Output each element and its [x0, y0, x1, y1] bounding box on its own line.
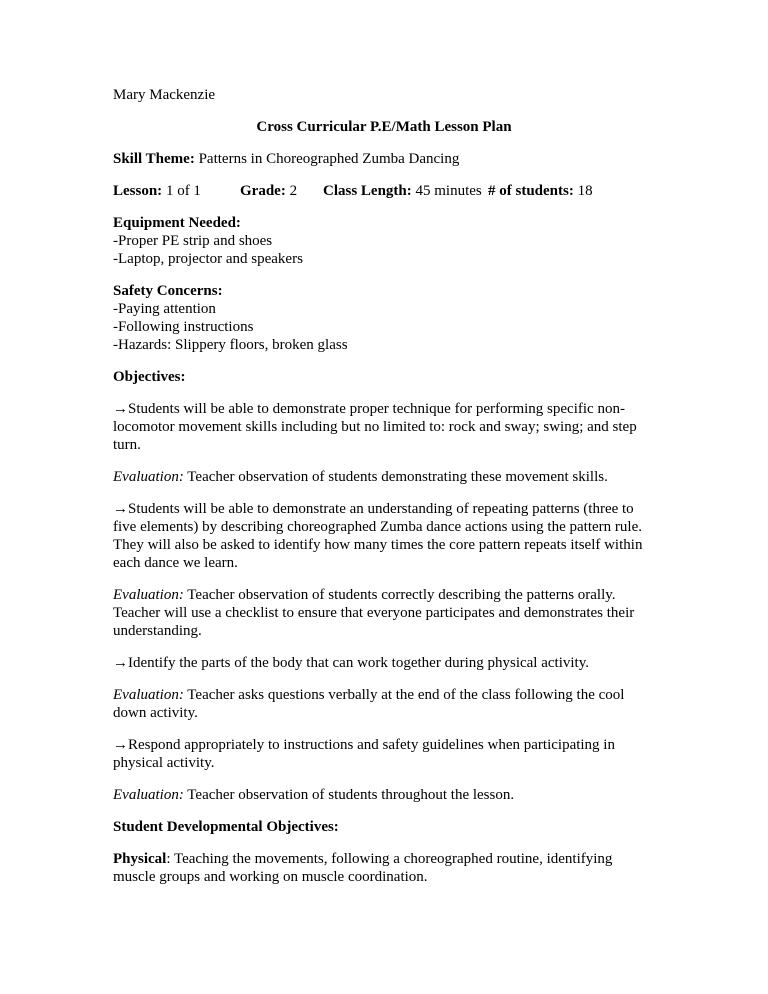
- class-length-pair: [323, 182, 482, 200]
- skill-theme-line: [113, 150, 655, 168]
- evaluation-paragraph-3: [113, 686, 655, 722]
- evaluation-text: Teacher observation of students correctly describing the patterns orally. Teacher will use a checklist to ensure that everyone participates and demonstrates their understanding.: [113, 587, 635, 639]
- evaluation-paragraph-4: [113, 786, 655, 804]
- class-length-label: Class Length:: [323, 183, 412, 199]
- evaluation-text: Teacher observation of students demonstrating these movement skills.: [183, 469, 608, 485]
- evaluation-text: Teacher asks questions verbally at the end of the class following the cool down activity.: [113, 687, 625, 721]
- safety-section: [113, 282, 655, 354]
- skill-theme-value: Patterns in Choreographed Zumba Dancing: [194, 151, 460, 167]
- safety-heading: Safety Concerns:: [113, 283, 223, 299]
- objectives-heading: Objectives:: [113, 369, 186, 385]
- safety-item: -Hazards: Slippery floors, broken glass: [113, 337, 348, 353]
- document-title: Cross Curricular P.E/Math Lesson Plan: [256, 119, 512, 135]
- students-value: 18: [573, 183, 593, 199]
- equipment-section: [113, 214, 655, 268]
- physical-text: : Teaching the movements, following a choreographed routine, identifying muscle groups and working on muscle coordination.: [113, 851, 613, 885]
- safety-item: -Following instructions: [113, 319, 254, 335]
- lesson-value: 1 of 1: [162, 183, 201, 199]
- objective-paragraph-2: →Students will be able to demonstrate an understanding of repeating patterns (three to five elements) by describing choreographed Zumba dance actions using the pattern rule. They will also be asked to identify how many times the core pattern repeats itself within each dance we learn.: [113, 501, 643, 571]
- objective-paragraph-1: →Students will be able to demonstrate proper technique for performing specific non-locomotor movement skills including but no limited to: rock and sway; swing; and step turn.: [113, 401, 637, 453]
- objective-paragraph-3: →Identify the parts of the body that can work together during physical activity.: [113, 655, 589, 671]
- lesson-info-row: [113, 182, 655, 200]
- equipment-item: -Proper PE strip and shoes: [113, 233, 273, 249]
- physical-paragraph: [113, 850, 655, 886]
- students-label: # of students:: [488, 183, 574, 199]
- grade-value: 2: [285, 183, 298, 199]
- dev-objectives-heading: Student Developmental Objectives:: [113, 819, 339, 835]
- grade-label: Grade:: [240, 183, 286, 199]
- class-length-value: 45 minutes: [411, 183, 482, 199]
- evaluation-label: Evaluation:: [113, 787, 184, 803]
- equipment-heading: Equipment Needed:: [113, 215, 241, 231]
- evaluation-label: Evaluation:: [113, 587, 184, 603]
- equipment-item: -Laptop, projector and speakers: [113, 251, 303, 267]
- objective-paragraph-4: →Respond appropriately to instructions and safety guidelines when participating in physical activity.: [113, 737, 615, 771]
- grade-pair: [240, 182, 297, 200]
- evaluation-paragraph-1: [113, 468, 655, 486]
- author-line: Mary Mackenzie: [113, 87, 216, 103]
- evaluation-text: Teacher observation of students throughout the lesson.: [183, 787, 515, 803]
- skill-theme-label: Skill Theme:: [113, 151, 195, 167]
- evaluation-label: Evaluation:: [113, 687, 184, 703]
- evaluation-paragraph-2: [113, 586, 655, 640]
- lesson-pair: [113, 182, 201, 200]
- physical-label: Physical: [113, 851, 167, 867]
- safety-item: -Paying attention: [113, 301, 216, 317]
- students-pair: [488, 182, 593, 200]
- lesson-label: Lesson:: [113, 183, 163, 199]
- evaluation-label: Evaluation:: [113, 469, 184, 485]
